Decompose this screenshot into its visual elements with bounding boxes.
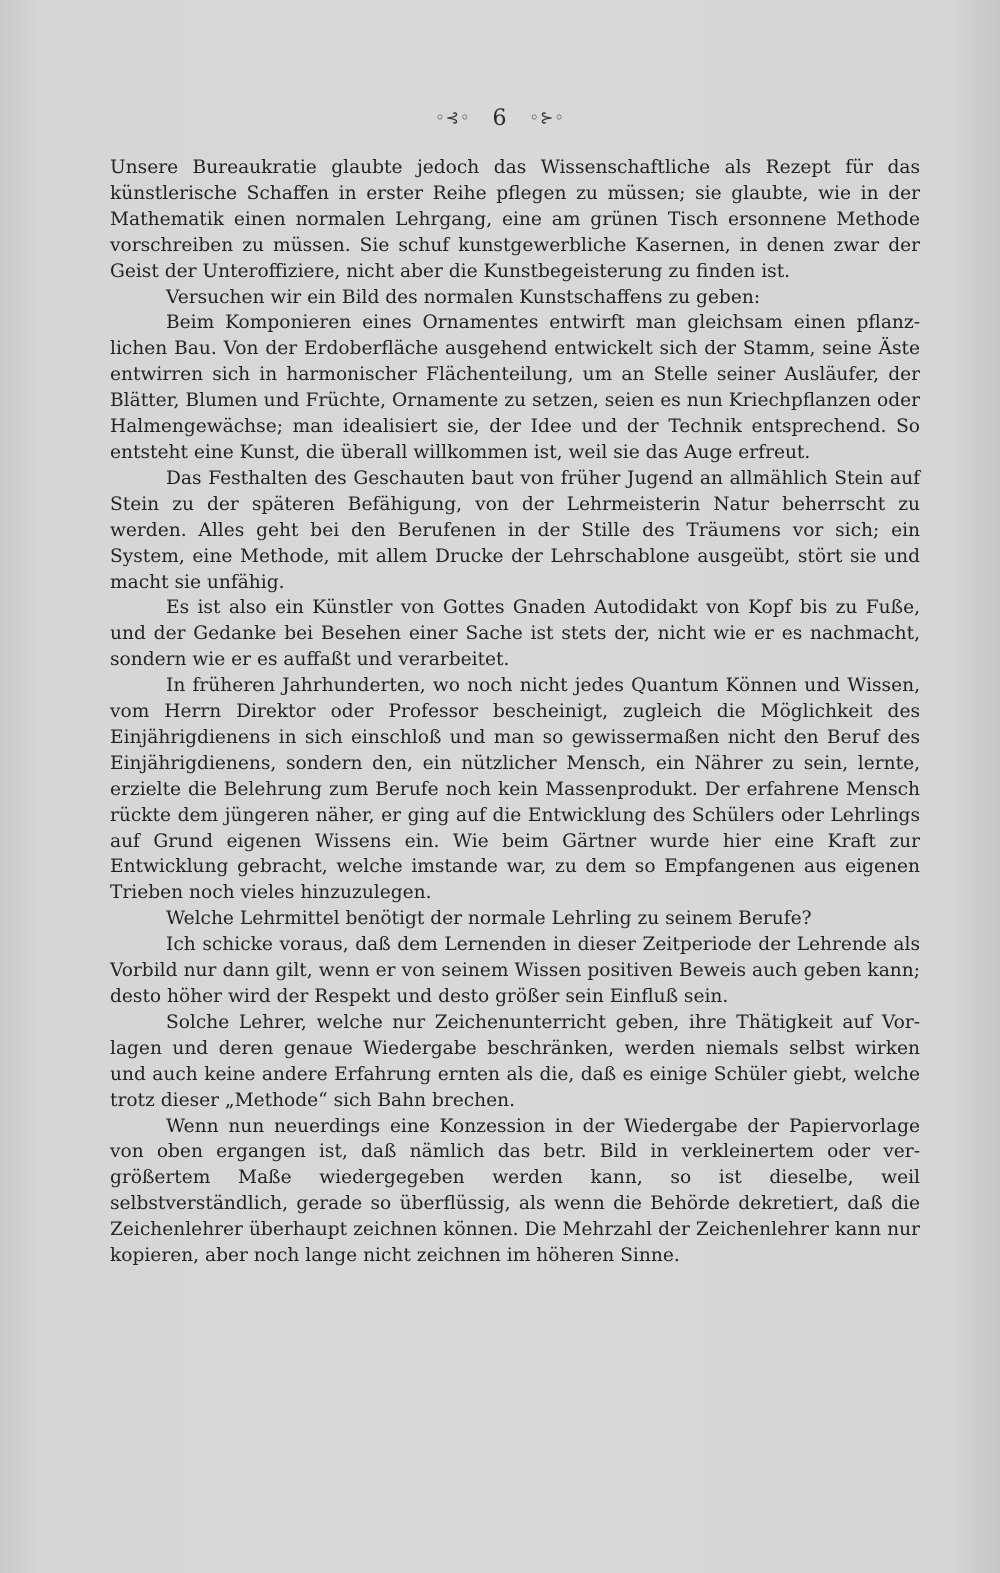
page-number: 6	[492, 106, 508, 131]
body-text	[110, 155, 920, 1269]
paragraph: Versuchen wir ein Bild des normalen Kunstschaffens zu geben:	[166, 286, 761, 308]
paragraph: Ich schicke voraus, daß dem Lernenden in dieser Zeitperiode der Lehrende als Vorbild nur dann gilt, wenn er von seinem Wissen positiven Beweis auch geben kann; desto höher wird der Respekt und desto größer sein Einfluß sein.	[110, 934, 920, 1007]
paragraph: Es ist also ein Künstler von Gottes Gnaden Autodidakt von Kopf bis zu Fuße, und der Gedanke bei Besehen einer Sache ist stets der, nicht wie er es nachmacht, sondern wie er es auffaßt und verarbeitet.	[110, 597, 920, 671]
page-header	[0, 106, 1000, 131]
ornament-right-icon: ◦⊱◦	[529, 108, 565, 127]
paragraph: Unsere Bureaukratie glaubte jedoch das Wissenschaftliche als Rezept für das künstlerische Schaffen in erster Reihe pflegen zu müssen; sie glaubte, wie in der Mathematik einen normalen Lehrgang, eine am grünen Tisch ersonnene Methode vorschreiben zu müssen. Sie schuf kunstgewerbliche Kasernen, in denen zwar der Geist der Unteroffiziere, nicht aber die Kunstbegeisterung zu finden ist.	[110, 157, 920, 282]
paragraph: In früheren Jahrhunderten, wo noch nicht jedes Quantum Können und Wissen, vom Herrn Direktor oder Professor bescheinigt, zugleich die Möglichkeit des Einjährigdienens in sich einschloß und man so gewissermaßen nicht den Beruf des Einjährigdienens, sondern den, ein nützlicher Mensch, ein Nährer zu sein, lernte, erzielte die Belehrung zum Berufe noch kein Massenprodukt. Der erfahrene Mensch rückte dem jüngeren näher, er ging auf die Entwicklung des Schülers oder Lehrlings auf Grund eigenen Wissens ein. Wie beim Gärtner wurde hier eine Kraft zur Entwicklung gebracht, welche imstande war, zu dem so Empfangenen aus eigenen Trieben noch vieles hinzuzulegen.	[110, 675, 920, 904]
paragraph: Solche Lehrer, welche nur Zeichenunterricht geben, ihre Thätigkeit auf Vorlagen und deren genaue Wiedergabe beschränken, werden niemals selbst wirken und auch keine andere Erfahrung ernten als die, daß es einige Schüler giebt, welche trotz dieser „Methode“ sich Bahn brechen.	[110, 1011, 920, 1111]
paragraph: Welche Lehrmittel benötigt der normale Lehrling zu seinem Berufe?	[166, 908, 812, 930]
paragraph: Wenn nun neuerdings eine Konzession in der Wiedergabe der Papiervorlage von oben ergangen ist, daß nämlich das betr. Bild in verkleinertem oder vergrößertem Maße wiedergegeben werden kann, so ist dieselbe, weil selbstverständlich, gerade so überflüssig, als wenn die Behörde dekretiert, daß die Zeichenlehrer überhaupt zeichnen können. Die Mehrzahl der Zeichenlehrer kann nur kopieren, aber noch lange nicht zeichnen im höheren Sinne.	[110, 1115, 920, 1267]
paragraph: Beim Komponieren eines Ornamentes entwirft man gleichsam einen pflanzlichen Bau. Von der Erdoberfläche ausgehend entwickelt sich der Stamm, seine Äste entwirren sich in harmonischer Flächenteilung, um an Stelle seiner Ausläufer, der Blätter, Blumen und Früchte, Ornamente zu setzen, seien es nun Kriechpflanzen oder Halmengewächse; man idealisiert sie, der Idee und der Technik entsprechend. So entsteht eine Kunst, die überall willkommen ist, weil sie das Auge erfreut.	[110, 312, 920, 463]
paragraph: Das Festhalten des Geschauten baut von früher Jugend an allmählich Stein auf Stein zu der späteren Befähigung, von der Lehrmeisterin Natur beherrscht zu werden. Alles geht bei den Berufenen in der Stille des Träumens vor sich; ein System, eine Methode, mit allem Drucke der Lehrschablone ausgeübt, stört sie und macht sie unfähig.	[110, 467, 920, 593]
ornament-left-icon: ◦⊰◦	[435, 108, 471, 127]
